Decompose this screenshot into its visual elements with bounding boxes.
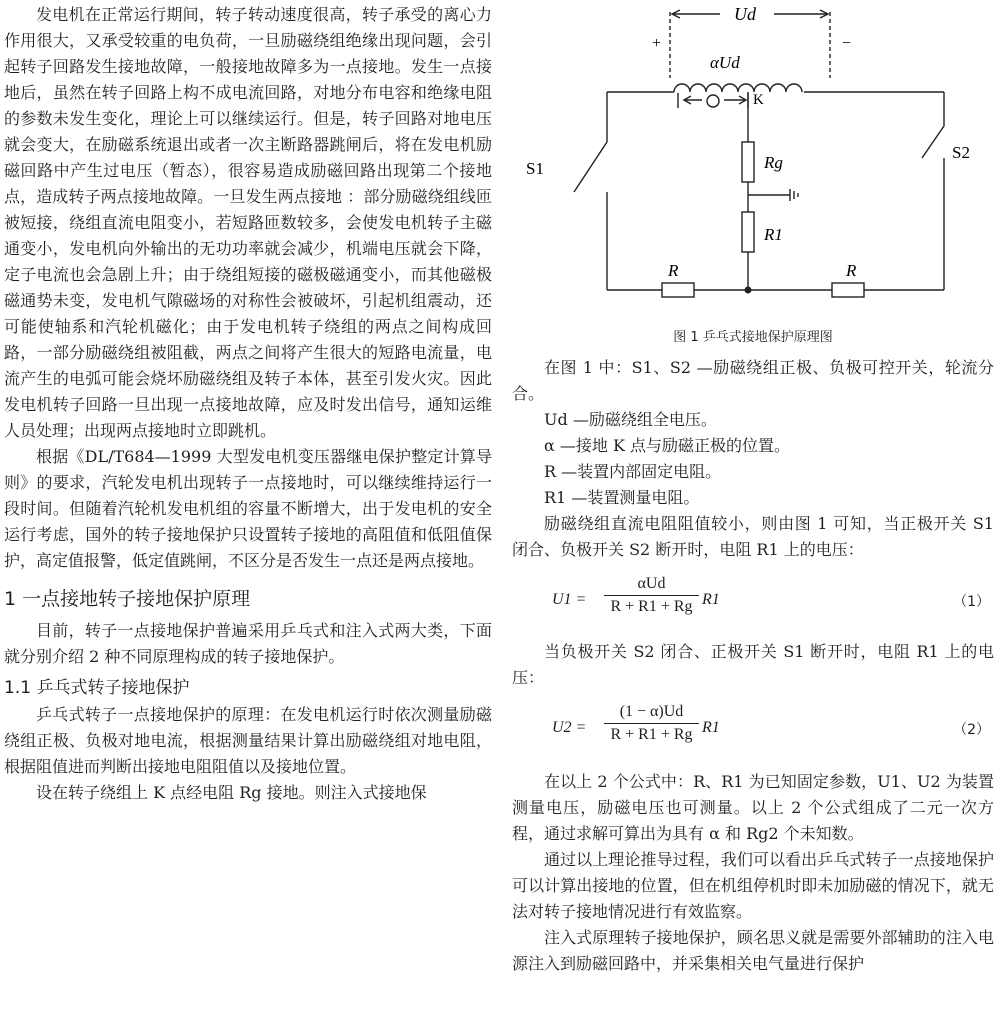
label-s2: S2 — [952, 143, 970, 162]
label-rg: Rg — [764, 153, 783, 172]
junction-dot — [745, 287, 752, 294]
label-ud: Ud — [734, 4, 756, 24]
label-plus: + — [652, 35, 662, 52]
paragraph-grounding-point: 设在转子绕组上 K 点经电阻 Rg 接地。则注入式接地保 — [36, 783, 427, 802]
left-column — [4, 0, 492, 806]
paragraph-equation-solution: 在以上 2 个公式中：R、R1 为已知固定参数，U1、U2 为装置测量电压，励磁电压也可测量。以上 2 个公式组成了二元一次方程，通过求解可算出为具有 α 和 Rg2 个未知数。 — [512, 772, 994, 843]
paragraph-figure-legend: 在图 1 中：S1、S2 —励磁绕组正极、负极可控开关，轮流分合。 — [512, 358, 994, 403]
eq2-tail: R1 — [702, 719, 720, 736]
switch-s2 — [922, 126, 944, 158]
label-r-left: R — [668, 261, 679, 280]
definition-r: R —装置内部固定电阻。 — [544, 462, 722, 481]
paragraph-injection-intro: 注入式原理转子接地保护，顾名思义就是需要外部辅助的注入电源注入到励磁回路中，并采集相关电气量进行保护 — [512, 928, 994, 973]
resistor-rg — [742, 142, 754, 182]
paragraph-overview: 目前，转子一点接地保护普遍采用乒乓式和注入式两大类，下面就分别介绍 2 种不同原理构成的转子接地保护。 — [4, 621, 492, 666]
paragraph-intro: 发电机在正常运行期间，转子转动速度很高，转子承受的离心力作用很大，又承受较重的电负荷，一旦励磁绕组绝缘出现问题，会引起转子回路发生接地故障，一般接地故障多为一点接地。发生一点接地后，虽然在转子回路上构不成电流回路，对地分布电容和绝缘电阻的参数未发生变化，理论上可以继续运行。但是，转子回路对地电压就会变大，在励磁系统退出或者一次主断路器跳闸后，将在发电机励磁回路中产生过电压（暂态），很容易造成励磁回路出现第二个接地点，造成转子两点接地故障。一旦发生两点接地 ：部分励磁绕组线匝被短接，绕组直流电阻变小，若短路匝数较多，会使发电机转子主磁通变小，发电机向外输出的无功功率就会减少，机端电压就会下降，定子电流也会急剧上升；由于绕组短接的磁极磁通变小，而其他磁极磁通势未变，发电机气隙磁场的对称性会被破坏，引起机组震动，还可能使轴系和汽轮机磁化；由于发电机转子绕组的两点之间构成回路，一部分励磁绕组被阻截，两点之间将产生很大的短路电流量，电流产生的电弧可能会烧坏励磁绕组及转子本体，甚至引发火灾。因此发电机转子回路一旦出现一点接地故障，应及时发出信号，通知运维人员处理；出现两点接地时立即跳机。 — [4, 5, 492, 440]
label-alpha-ud: αUd — [710, 53, 740, 72]
eq1-fraction — [604, 575, 699, 616]
eq2-fraction — [604, 703, 699, 744]
figure-caption: 图 1 乒乓式接地保护原理图 — [673, 330, 833, 345]
eq2-lhs: U2 = — [552, 719, 587, 736]
right-column — [512, 0, 994, 977]
label-s1: S1 — [526, 159, 544, 178]
paragraph-negative-switch: 当负极开关 S2 闭合、正极开关 S1 断开时，电阻 R1 上的电压： — [512, 642, 994, 687]
switch-s1 — [574, 142, 607, 192]
definition-alpha: α —接地 K 点与励磁正极的位置。 — [544, 436, 791, 455]
eq1-denominator: R + R1 + Rg — [610, 598, 693, 615]
eq1-lhs: U1 = — [552, 591, 587, 608]
eq1-numerator: αUd — [604, 575, 699, 596]
eq2-numerator: (1 − α)Ud — [604, 703, 699, 724]
definition-r1: R1 —装置测量电阻。 — [544, 488, 700, 507]
paragraph-pingpong-principle: 乒乓式转子一点接地保护的原理：在发电机运行时依次测量励磁绕组正极、负极对地电流，根据测量结果计算出励磁绕组对地电阻，根据阻值进而判断出接地电阻阻值以及接地位置。 — [4, 705, 492, 776]
label-r1: R1 — [764, 225, 783, 244]
label-k: K — [753, 92, 764, 108]
circuit-diagram — [512, 0, 994, 322]
label-minus: − — [842, 35, 852, 52]
definition-ud: Ud —励磁绕组全电压。 — [544, 410, 717, 429]
paragraph-positive-switch: 励磁绕组直流电阻阻值较小，则由图 1 可知，当正极开关 S1 闭合、负极开关 S2 断开时，电阻 R1 上的电压： — [512, 514, 994, 559]
equation-1 — [512, 575, 994, 627]
excitation-coil — [674, 84, 802, 92]
resistor-r-left — [662, 283, 694, 297]
eq1-number: （1） — [953, 594, 990, 610]
paragraph-standard: 根据《DL/T684—1999 大型发电机变压器继电保护整定计算导则》的要求，汽轮发电机出现转子一点接地时，可以继续维持运行一段时间。但随着汽轮机发电机组的容量不断增大，出于发电机的安全运行考虑，国外的转子接地保护只设置转子接地的高阻值和低阻值保护，高定值报警，低定值跳闸，不区分是否发生一点还是两点接地。 — [4, 447, 492, 570]
resistor-r1 — [742, 212, 754, 252]
eq1-tail: R1 — [702, 591, 720, 608]
ground-point-marker — [707, 95, 719, 107]
eq2-denominator: R + R1 + Rg — [610, 726, 693, 743]
eq2-number: （2） — [953, 722, 990, 738]
section-heading-1-1: 1.1 乒乓式转子接地保护 — [4, 678, 190, 698]
section-heading-1: 1 一点接地转子接地保护原理 — [4, 588, 251, 610]
equation-2 — [512, 703, 994, 755]
label-r-right: R — [846, 261, 857, 280]
resistor-r-right — [832, 283, 864, 297]
paragraph-pingpong-limitation: 通过以上理论推导过程，我们可以看出乒乓式转子一点接地保护可以计算出接地的位置，但在机组停机时即未加励磁的情况下，就无法对转子接地情况进行有效监察。 — [512, 850, 994, 921]
